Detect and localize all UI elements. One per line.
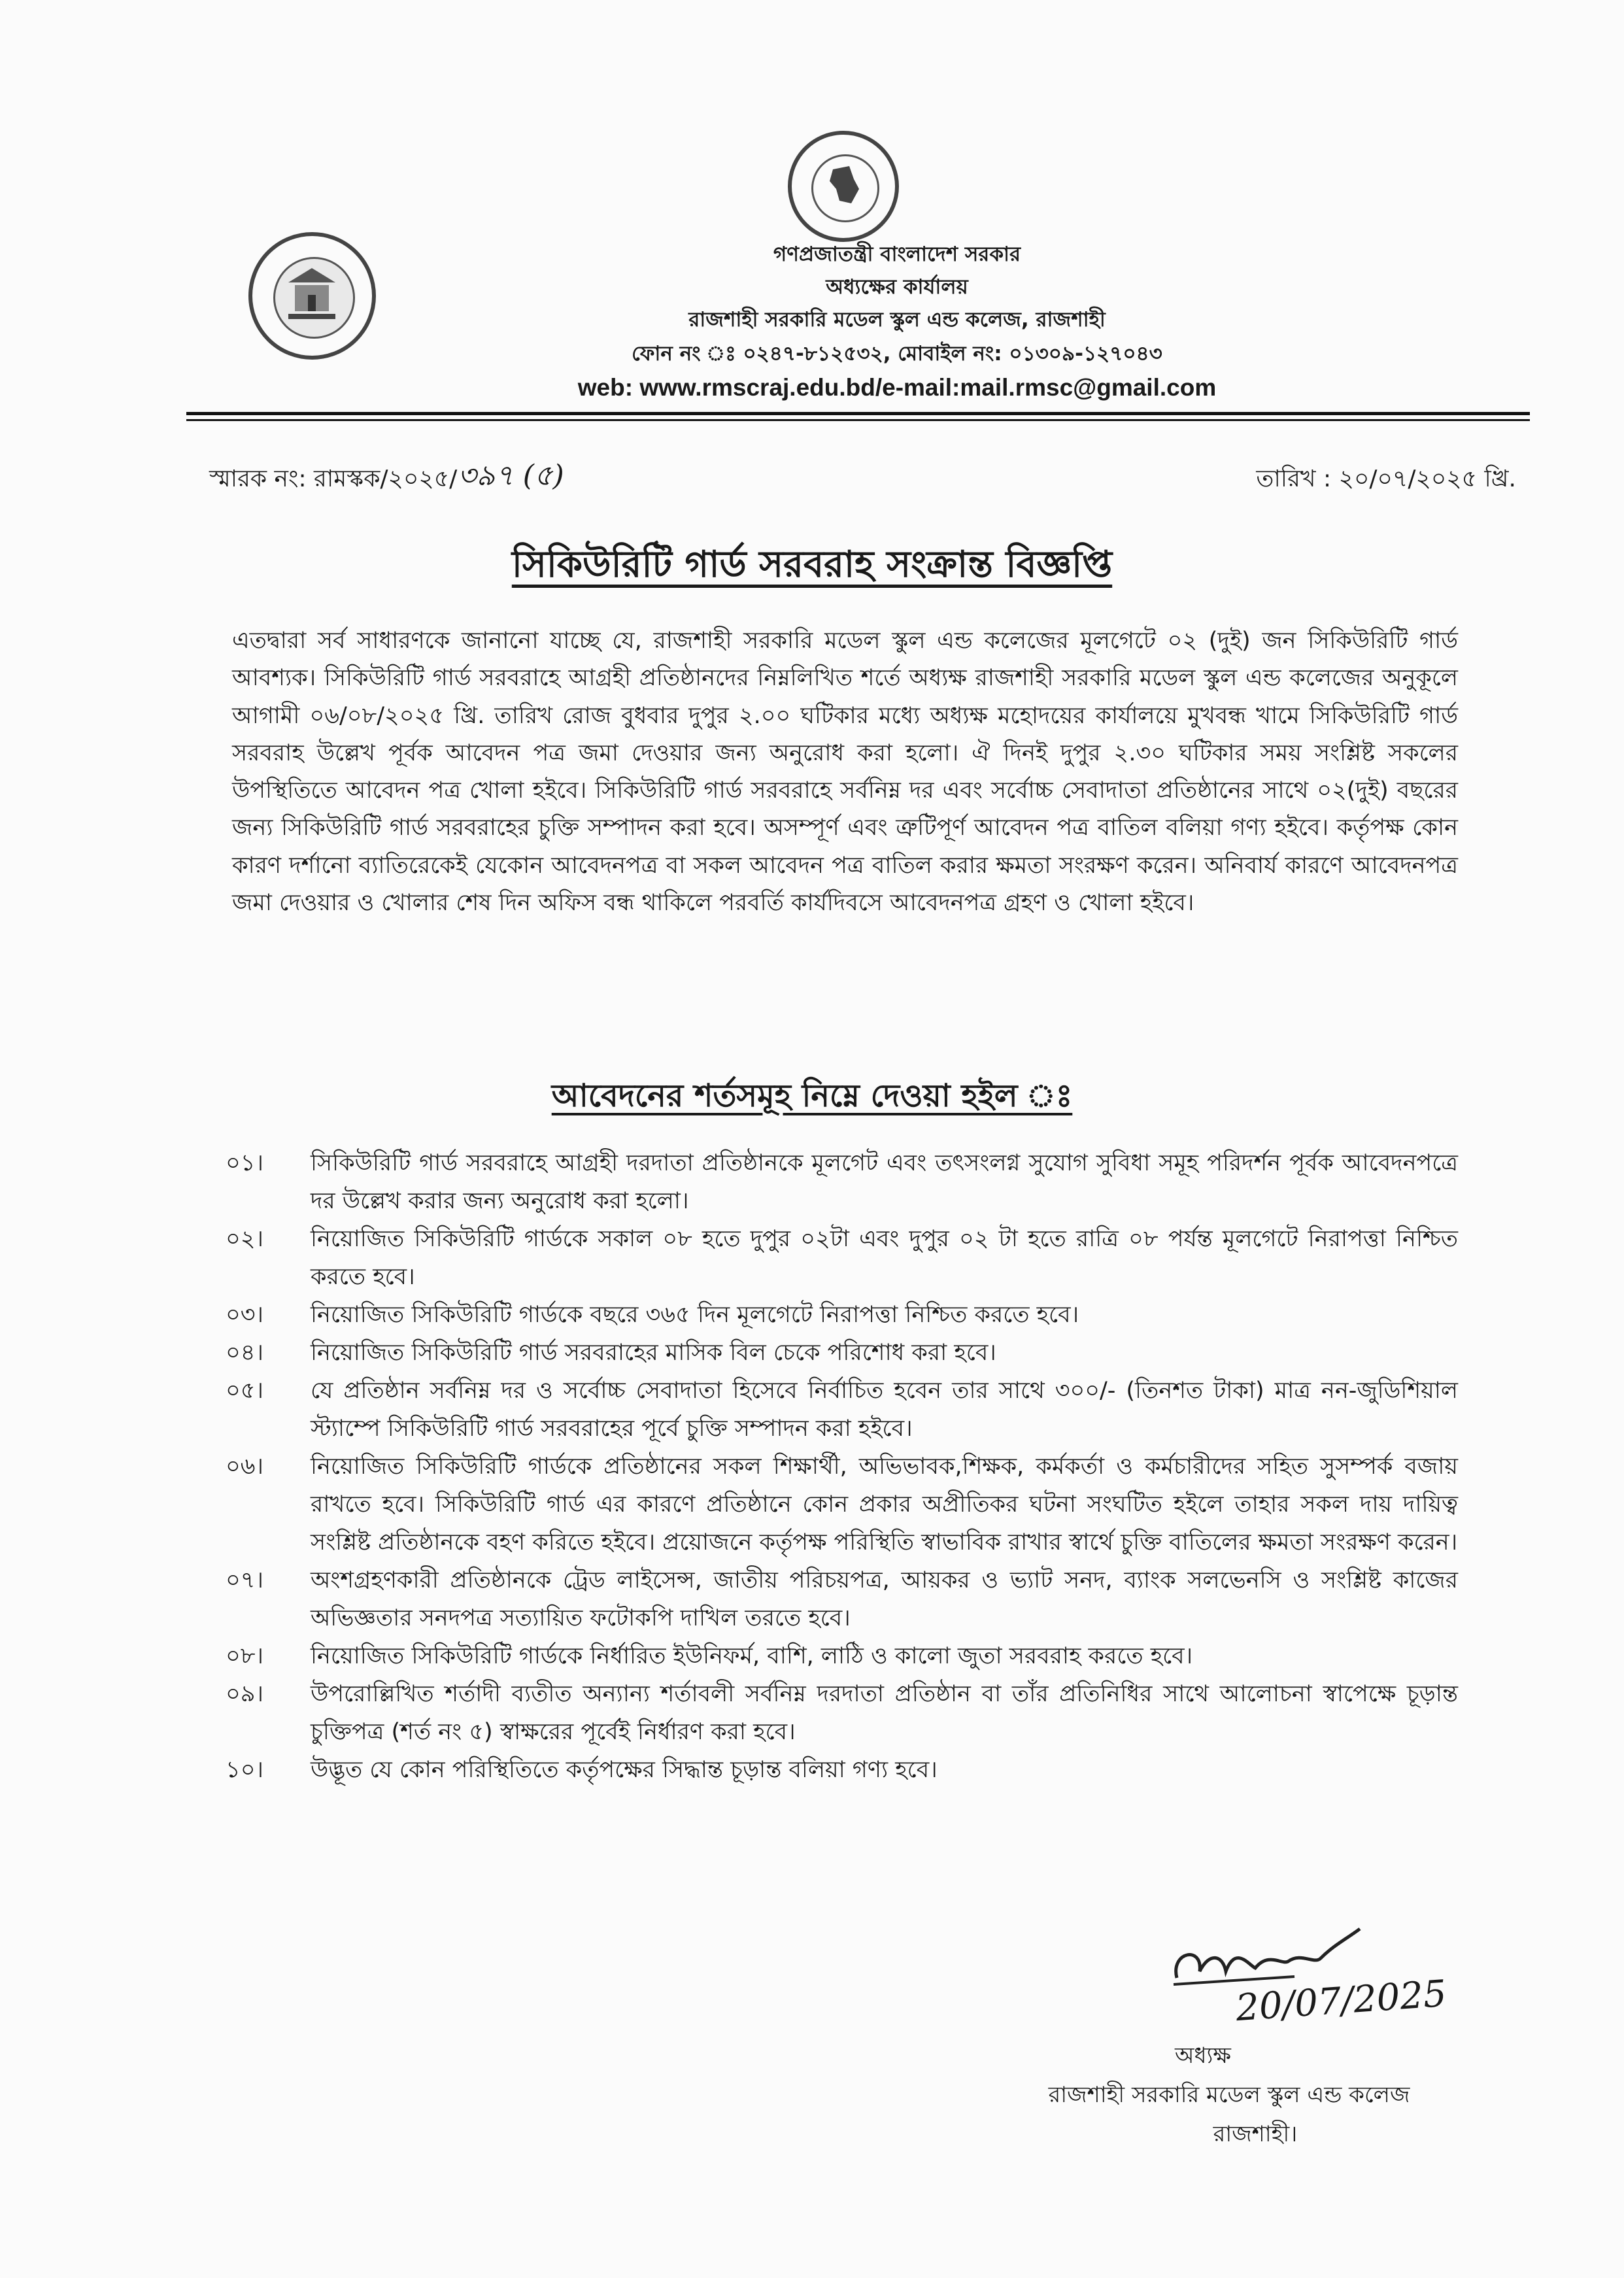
condition-number: ০৪। <box>226 1340 263 1366</box>
condition-number: ১০। <box>226 1757 263 1783</box>
condition-text: যে প্রতিষ্ঠান সর্বনিম্ন দর ও সর্বোচ্চ সেবাদাতা হিসেবে নির্বাচিত হবেন তার সাথে ৩০০/- (তিনশত টাকা) মাত্র নন-জুডিশিয়াল স্ট্যাম্পে সিকিউরিটি গার্ড সরবরাহের পূর্বে চুক্তি সম্পাদন করা হইবে। <box>311 1378 1458 1442</box>
condition-item <box>226 1372 1458 1448</box>
notice-title: সিকিউরিটি গার্ড সরবরাহ সংক্রান্ত বিজ্ঞপ্তি <box>511 543 1113 586</box>
condition-number: ০৩। <box>226 1302 264 1328</box>
intro-paragraph: এতদ্বারা সর্ব সাধারণকে জানানো যাচ্ছে যে, রাজশাহী সরকারি মডেল স্কুল এন্ড কলেজের মূলগেটে ০২ (দুই) জন সিকিউরিটি গার্ড আবশ্যক। সিকিউরিটি গার্ড সরবরাহে আগ্রহী প্রতিষ্ঠানদের নিম্নলিখিত শর্তে অধ্যক্ষ রাজশাহী সরকারি মডেল স্কুল এন্ড কলেজের অনুকূলে আগামী ০৬/০৮/২০২৫ খ্রি. তারিখ রোজ বুধবার দুপুর ২.০০ ঘটিকার মধ্যে অধ্যক্ষ মহোদয়ের কার্যালয়ে মুখবন্ধ খামে সিকিউরিটি গার্ড সরবরাহ উল্লেখ পূর্বক আবেদন পত্র জমা দেওয়ার জন্য অনুরোধ করা হলো। ঐ দিনই দুপুর ২.৩০ ঘটিকার সময় সংশ্লিষ্ট সকলের উপস্থিতিতে আবেদন পত্র খোলা হইবে। সিকিউরিটি গার্ড সরবরাহে সর্বনিম্ন দর এবং সর্বোচ্চ সেবাদাতা প্রতিষ্ঠানের সাথে ০২(দুই) বছরের জন্য সিকিউরিটি গার্ড সরবরাহের চুক্তি সম্পাদন করা হবে। অসম্পূর্ণ এবং ত্রুটিপূর্ণ আবেদন পত্র বাতিল বলিয়া গণ্য হইবে। কর্তৃপক্ষ কোন কারণ দর্শানো ব্যাতিরেকেই যেকোন আবেদনপত্র বা সকল আবেদন পত্র বাতিল করার ক্ষমতা সংরক্ষণ করেন। অনিবার্য কারণে আবেদনপত্র জমা দেওয়ার ও খোলার শেষ দিন অফিস বন্ধ থাকিলে পরবর্তি কার্যদিবসে আবেদনপত্র গ্রহণ ও খোলা হইবে। <box>232 628 1458 917</box>
condition-text: নিয়োজিত সিকিউরিটি গার্ড সরবরাহের মাসিক বিল চেকে পরিশোধ করা হবে। <box>311 1340 996 1366</box>
memo-number-label: স্মারক নং: রামস্কক/২০২৫/ <box>209 466 458 492</box>
conditions-heading: আবেদনের শর্তসমূহ নিম্নে দেওয়া হইল ঃ <box>551 1078 1073 1114</box>
government-seal-icon <box>788 131 899 242</box>
memo-number-handwritten: ৩৯৭ (৫) <box>458 459 564 492</box>
institution-name: রাজশাহী সরকারি মডেল স্কুল এন্ড কলেজ, রাজশাহী <box>688 308 1106 332</box>
government-name: গণপ্রজাতন্ত্রী বাংলাদেশ সরকার <box>773 243 1021 266</box>
condition-number: ০৮। <box>226 1643 263 1669</box>
office-name: অধ্যক্ষের কার্যালয় <box>826 275 968 299</box>
condition-text: নিয়োজিত সিকিউরিটি গার্ডকে নির্ধারিত ইউনিফর্ম, বাশি, লাঠি ও কালো জুতা সরবরাহ করতে হবে। <box>311 1643 1193 1669</box>
condition-number: ০৭। <box>226 1567 264 1593</box>
signature-date: 20/07/2025 <box>1234 1972 1448 2030</box>
condition-item <box>226 1334 1458 1372</box>
header-divider-secondary <box>186 419 1530 421</box>
signatory-title: অধ্যক্ষ <box>1175 2043 1231 2069</box>
header-divider <box>186 412 1530 415</box>
signatory-city: রাজশাহী। <box>1213 2121 1298 2147</box>
document-date: তারিখ : ২০/০৭/২০২৫ খ্রি. <box>1256 466 1516 492</box>
condition-number: ০৬। <box>226 1454 264 1480</box>
condition-item <box>226 1296 1458 1334</box>
condition-number: ০৫। <box>226 1378 263 1404</box>
condition-item <box>226 1448 1458 1561</box>
condition-item <box>226 1144 1458 1220</box>
condition-number: ০২। <box>226 1226 264 1252</box>
condition-text: উদ্ভূত যে কোন পরিস্থিতিতে কর্তৃপক্ষের সিদ্ধান্ত চূড়ান্ত বলিয়া গণ্য হবে। <box>311 1757 938 1783</box>
condition-text: নিয়োজিত সিকিউরিটি গার্ডকে প্রতিষ্ঠানের সকল শিক্ষার্থী, অভিভাবক,শিক্ষক, কর্মকর্তা ও কর্মচারীদের সহিত সুসম্পর্ক বজায় রাখতে হবে। সিকিউরিটি গার্ড এর কারণে প্রতিষ্ঠানে কোন প্রকার অপ্রীতিকর ঘটনা সংঘটিত হইলে তাহার সকল দায় দায়িত্ব সংশ্লিষ্ট প্রতিষ্ঠানকে বহণ করিতে হইবে। প্রয়োজনে কর্তৃপক্ষ পরিস্থিতি স্বাভাবিক রাখার স্বার্থে চুক্তি বাতিলের ক্ষমতা সংরক্ষণ করেন। <box>311 1454 1458 1556</box>
conditions-list <box>226 1144 1458 1789</box>
contact-phone: ফোন নং ঃ ০২৪৭-৮১২৫৩২, মোবাইল নং: ০১৩০৯-১২৭০৪৩ <box>632 342 1162 366</box>
condition-text: অংশগ্রহণকারী প্রতিষ্ঠানকে ট্রেড লাইসেন্স, জাতীয় পরিচয়পত্র, আয়কর ও ভ্যাট সনদ, ব্যাংক সলভেনসি ও সংশ্লিষ্ট কাজের অভিজ্ঞতার সনদপত্র সত্যায়িত ফটোকপি দাখিল তরতে হবে। <box>311 1567 1458 1631</box>
condition-number: ০৯। <box>226 1681 263 1707</box>
condition-text: উপরোল্লিখিত শর্তাদী ব্যতীত অন্যান্য শর্তাবলী সর্বনিম্ন দরদাতা প্রতিষ্ঠান বা তাঁর প্রতিনিধির সাথে আলোচনা স্বাপেক্ষে চূড়ান্ত চুক্তিপত্র (শর্ত নং ৫) স্বাক্ষরের পূর্বেই নির্ধারণ করা হবে। <box>311 1681 1458 1745</box>
condition-item <box>226 1220 1458 1296</box>
condition-text: সিকিউরিটি গার্ড সরবরাহে আগ্রহী দরদাতা প্রতিষ্ঠানকে মূলগেট এবং তৎসংলগ্ন সুযোগ সুবিধা সমূহ পরিদর্শন পূর্বক আবেদনপত্রে দর উল্লেখ করার জন্য অনুরোধ করা হলো। <box>311 1150 1458 1214</box>
condition-item <box>226 1561 1458 1637</box>
condition-item <box>226 1675 1458 1751</box>
signatory-institution: রাজশাহী সরকারি মডেল স্কুল এন্ড কলেজ <box>1048 2082 1410 2108</box>
condition-item <box>226 1751 1458 1789</box>
condition-text: নিয়োজিত সিকিউরিটি গার্ডকে বছরে ৩৬৫ দিন মূলগেটে নিরাপত্তা নিশ্চিত করতে হবে। <box>311 1302 1079 1328</box>
condition-number: ০১। <box>226 1150 263 1176</box>
condition-item <box>226 1637 1458 1675</box>
contact-web: web: www.rmscraj.edu.bd/e-mail:mail.rmsc@gmail.com <box>577 374 1217 401</box>
condition-text: নিয়োজিত সিকিউরিটি গার্ডকে সকাল ০৮ হতে দুপুর ০২টা এবং দুপুর ০২ টা হতে রাত্রি ০৮ পর্যন্ত মূলগেটে নিরাপত্তা নিশ্চিত করতে হবে। <box>311 1226 1458 1290</box>
